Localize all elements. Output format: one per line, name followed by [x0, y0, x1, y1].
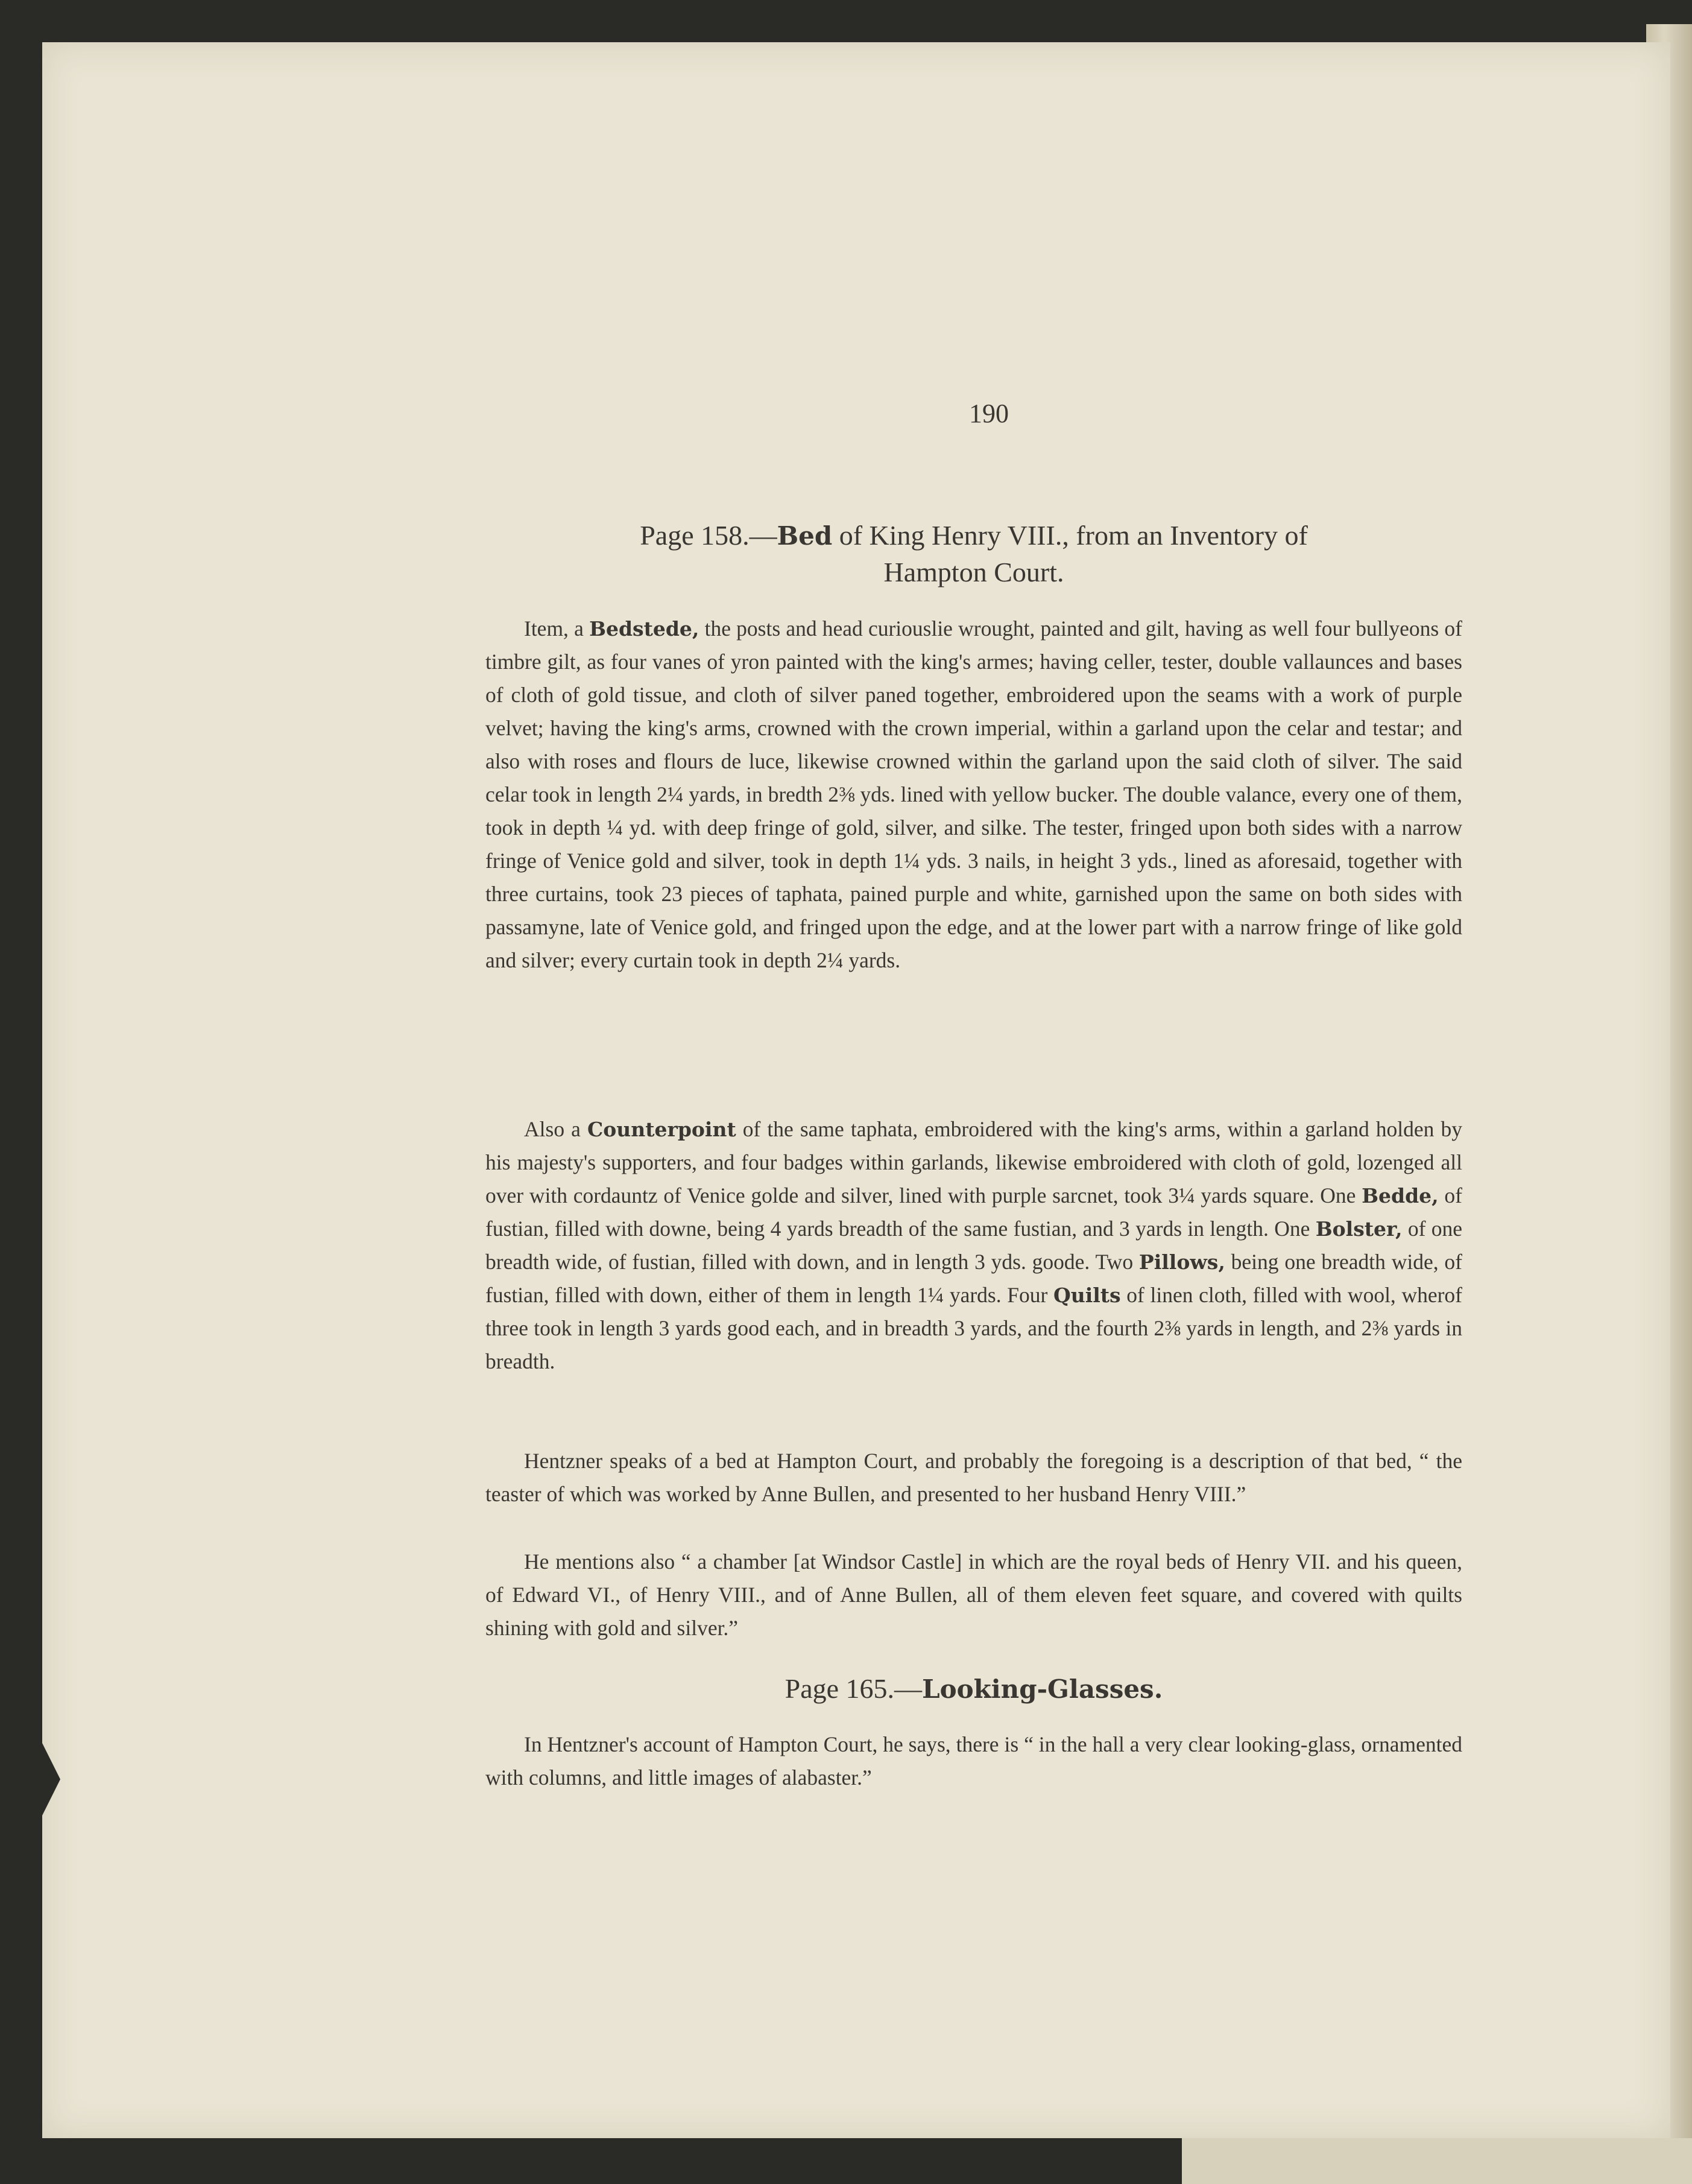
heading-rest: of King Henry VIII., from an Inventory of: [832, 520, 1308, 551]
heading-prefix: Page 158.—: [640, 520, 777, 551]
heading-prefix: Page 165.—: [784, 1673, 923, 1704]
text-run: the posts and head curiouslie wrought, painted and gilt, having as well four bullyeons of timbre gilt, as four vanes of yron painted with the king's armes; having celler, tester, double vallaunces and bases of cloth of gold tissue, and cloth of silver paned together, embroidered upon the seams with a work of purple velvet; having the king's arms, crowned with the crown imperial, within a garland upon the celar and testar; and also with roses and flours de luce, likewise crowned within the garland upon the said cloth of silver. The said celar took in length 2¼ yards, in bredth 2⅜ yds. lined with yellow bucker. The double valance, every one of them, took in depth ¼ yd. with deep fringe of gold, silver, and silke. The tester, fringed upon both sides with a narrow fringe of Venice gold and silver, took in depth 1¼ yds. 3 nails, in height 3 yds., lined as aforesaid, together with three curtains, took 23 pieces of taphata, pained purple and white, garnished upon the same on both sides with passamyne, late of Venice gold, and fringed upon the edge, and at the lower part with a narrow fringe of like gold and silver; every curtain took in depth 2¼ yards.: [485, 616, 1463, 972]
paragraph-counterpoint: [485, 1113, 1462, 1378]
text-run: Also a: [524, 1117, 587, 1141]
text-run: of one breadth wide, of fustian, filled with down, and in length 3 yds. goode. Two: [485, 1217, 1462, 1274]
text-run: of linen cloth, filled with wool, wherof three took in length 3 yards good each, and in breadth 3 yards, and the fourth 2⅜ yards in length, and 2⅜ yards in breadth.: [485, 1283, 1462, 1373]
book-page: [42, 42, 1670, 2138]
paragraph-bedstede: [485, 612, 1462, 977]
section-heading-bed: [485, 518, 1462, 590]
blackletter-term: Bedstede,: [589, 617, 699, 641]
blackletter-term: Counterpoint: [587, 1118, 736, 1141]
adjacent-page-bottom: [1182, 2138, 1692, 2184]
page-notch: [42, 1743, 60, 1815]
heading-blackletter: Bed: [777, 521, 833, 551]
paragraph-looking-glass: In Hentzner's account of Hampton Court, he says, there is “ in the hall a very clear looking-glass, ornamented with columns, and little images of alabaster.”: [485, 1732, 1462, 1790]
paragraph-windsor: He mentions also “ a chamber [at Windsor Castle] in which are the royal beds of Henry VII. and his queen, of Edward VI., of Henry VIII., and of Anne Bullen, all of them eleven feet square, and covered with quilts shining with gold and silver.”: [485, 1549, 1462, 1640]
text-run: being one breadth wide, of fustian, filled with down, either of them in length 1¼ yards. Four: [485, 1250, 1462, 1307]
text-run: of fustian, filled with downe, being 4 yards breadth of the same fustian, and 3 yards in length. One: [485, 1183, 1462, 1241]
heading-blackletter: Looking-Glasses.: [922, 1674, 1163, 1704]
page-number: 190: [969, 399, 1009, 428]
blackletter-term: Pillows,: [1138, 1250, 1225, 1274]
blackletter-term: Quilts: [1053, 1283, 1121, 1307]
section-heading-looking-glasses: [485, 1671, 1462, 1708]
paragraph-hentzner-bed: Hentzner speaks of a bed at Hampton Court, and probably the foregoing is a description of that bed, “ the teaster of which was worked by Anne Bullen, and presented to her husband Henry VIII.”: [485, 1449, 1462, 1506]
text-run: Item, a: [524, 616, 590, 641]
heading-line2: Hampton Court.: [883, 557, 1064, 587]
blackletter-term: Bolster,: [1315, 1217, 1403, 1241]
blackletter-term: Bedde,: [1362, 1184, 1439, 1208]
text-run: of the same taphata, embroidered with the king's arms, within a garland holden by his majesty's supporters, and four badges within garlands, likewise embroidered with cloth of gold, lozenged all over with cordauntz of Venice golde and silver, lined with purple sarcnet, took 3¼ yards square. One: [485, 1117, 1462, 1208]
